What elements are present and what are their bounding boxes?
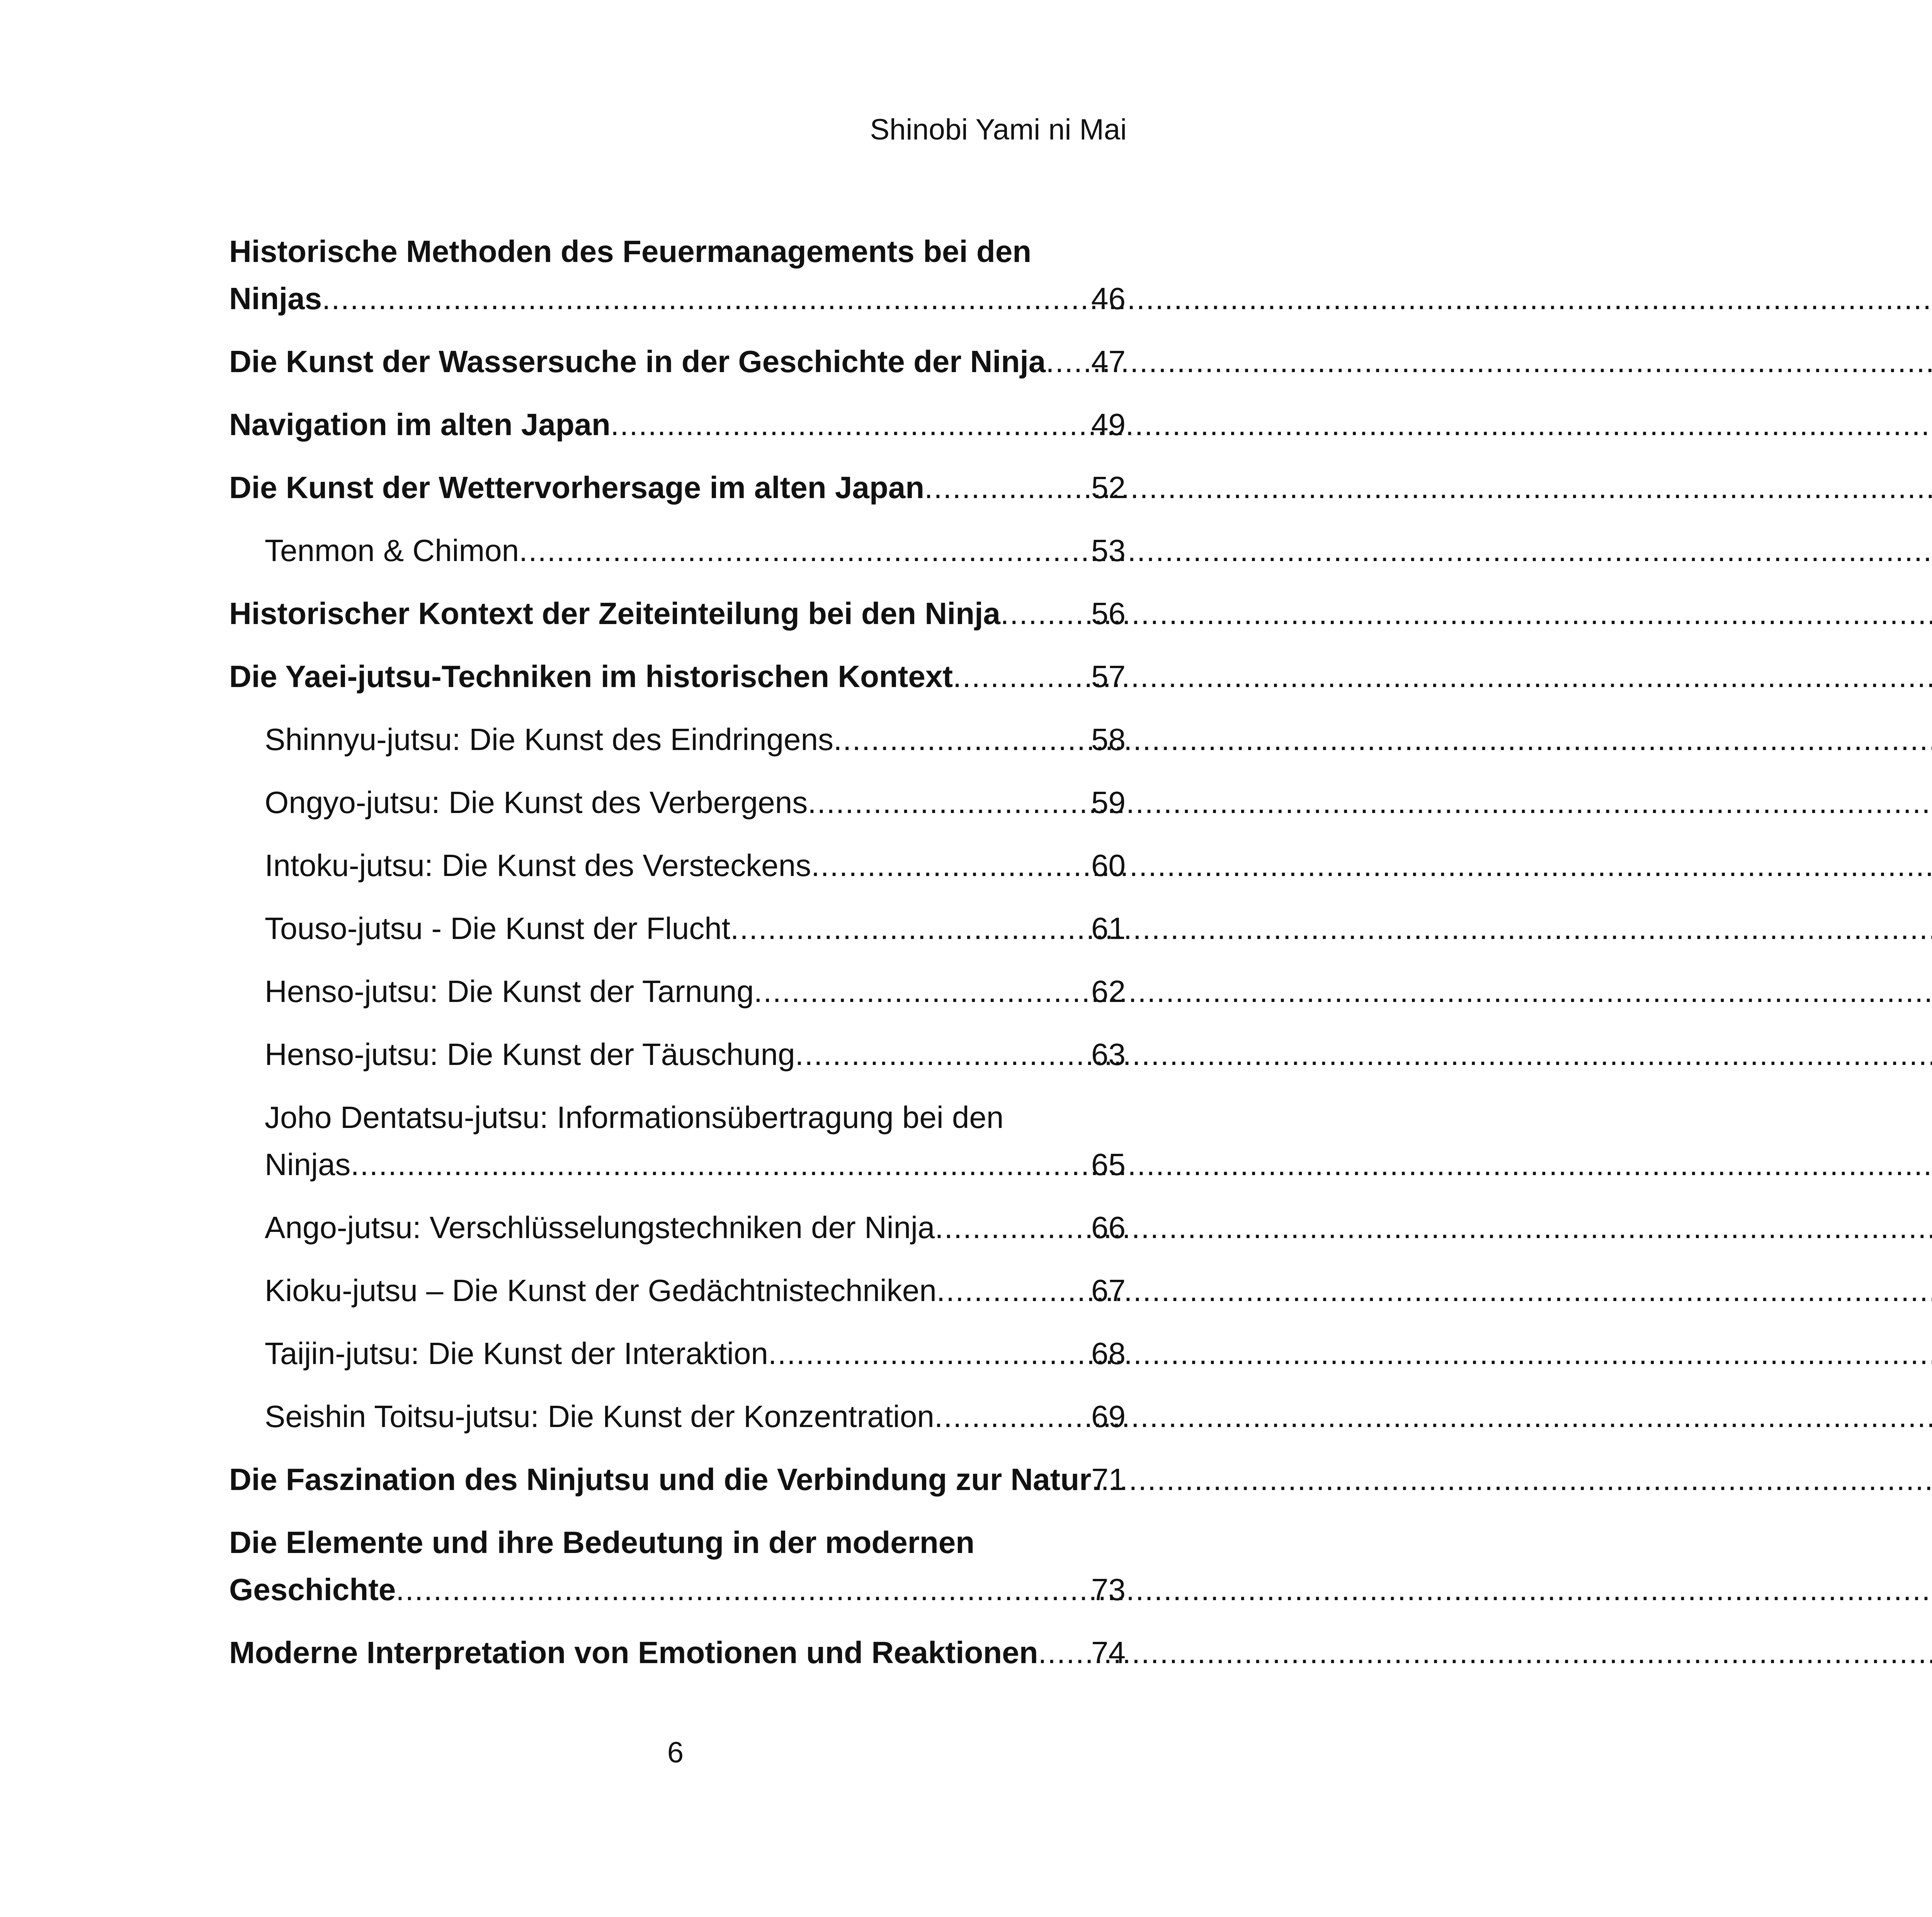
toc-entry-page: 73 xyxy=(1091,1572,1126,1607)
dot-leader xyxy=(350,1141,1091,1188)
toc-entry[interactable] xyxy=(229,905,1126,952)
toc-entry[interactable] xyxy=(229,1094,1126,1188)
toc-entry-page: 60 xyxy=(1091,848,1126,883)
toc-entry[interactable] xyxy=(229,1204,1126,1251)
toc-entry-title: Die Faszination des Ninjutsu und die Verbindung zur Natur xyxy=(229,1462,1092,1497)
dot-leader xyxy=(924,464,1091,511)
dot-leader xyxy=(1038,1629,1091,1676)
toc-entry[interactable] xyxy=(229,653,1126,700)
toc-entry-page: 62 xyxy=(1091,974,1126,1009)
dot-leader xyxy=(937,1267,1091,1314)
toc-entry-title: Henso-jutsu: Die Kunst der Täuschung xyxy=(265,1037,795,1072)
toc-entry[interactable] xyxy=(229,779,1126,826)
toc-entry-title-line1: Joho Dentatsu-jutsu: Informationsübertragung bei den xyxy=(265,1100,1004,1135)
toc-entry[interactable] xyxy=(229,464,1126,511)
toc-entry-page: 56 xyxy=(1091,596,1126,631)
toc-entry-title: Historischer Kontext der Zeiteinteilung bei den Ninja xyxy=(229,596,1000,631)
toc-entry[interactable] xyxy=(229,1393,1126,1440)
dot-leader xyxy=(754,968,1091,1015)
toc-entry-title: Geschichte xyxy=(229,1572,396,1607)
toc-entry-title: Shinnyu-jutsu: Die Kunst des Eindringens xyxy=(265,722,833,757)
toc-entry-title-line1: Historische Methoden des Feuermanagements bei den xyxy=(229,234,1032,269)
toc-entry-page: 67 xyxy=(1091,1273,1126,1308)
toc-entry[interactable] xyxy=(229,1456,1126,1503)
toc-entry-page: 49 xyxy=(1091,407,1126,442)
toc-entry-page: 74 xyxy=(1091,1635,1126,1670)
toc-entry[interactable] xyxy=(229,1267,1126,1314)
toc-entry-title: Intoku-jutsu: Die Kunst des Versteckens xyxy=(265,848,811,883)
toc-entry-page: 69 xyxy=(1091,1399,1126,1434)
toc-entry-page: 65 xyxy=(1091,1147,1126,1182)
toc-entry-page: 63 xyxy=(1091,1037,1126,1072)
toc-entry[interactable] xyxy=(229,228,1126,322)
dot-leader xyxy=(768,1330,1091,1377)
toc-entry-page: 59 xyxy=(1091,785,1126,820)
toc-entry-page: 57 xyxy=(1091,659,1126,694)
toc-entry[interactable] xyxy=(229,842,1126,889)
toc-entry-title-line1: Die Elemente und ihre Bedeutung in der modernen xyxy=(229,1525,975,1560)
dot-leader xyxy=(611,401,1091,448)
dot-leader xyxy=(1046,338,1091,385)
dot-leader xyxy=(519,527,1091,574)
dot-leader xyxy=(934,1393,1091,1440)
dot-leader xyxy=(811,842,1091,889)
page-number: 6 xyxy=(667,1736,684,1769)
running-header: Shinobi Yami ni Mai xyxy=(870,113,1127,146)
dot-leader xyxy=(795,1031,1091,1078)
table-of-contents xyxy=(229,228,1126,1692)
dot-leader xyxy=(833,716,1091,763)
toc-entry-page: 53 xyxy=(1091,533,1126,568)
toc-entry[interactable] xyxy=(229,527,1126,574)
toc-entry-title: Ango-jutsu: Verschlüsselungstechniken der Ninja xyxy=(265,1210,935,1245)
toc-entry[interactable] xyxy=(229,1629,1126,1676)
toc-entry-title: Navigation im alten Japan xyxy=(229,407,611,442)
toc-entry[interactable] xyxy=(229,716,1126,763)
toc-entry-page: 66 xyxy=(1091,1210,1126,1245)
toc-entry-title: Die Kunst der Wassersuche in der Geschichte der Ninja xyxy=(229,344,1046,379)
toc-entry[interactable] xyxy=(229,968,1126,1015)
toc-entry-page: 58 xyxy=(1091,722,1126,757)
toc-entry-page: 61 xyxy=(1091,911,1126,946)
dot-leader xyxy=(322,275,1091,322)
toc-entry[interactable] xyxy=(229,401,1126,448)
toc-entry-page: 71 xyxy=(1091,1462,1126,1497)
dot-leader xyxy=(396,1566,1091,1613)
toc-entry[interactable] xyxy=(229,1519,1126,1613)
toc-entry-title: Ninjas xyxy=(229,281,322,316)
toc-entry-title: Moderne Interpretation von Emotionen und Reaktionen xyxy=(229,1635,1038,1670)
toc-entry-title: Die Kunst der Wettervorhersage im alten Japan xyxy=(229,470,925,505)
toc-entry-page: 46 xyxy=(1091,281,1126,316)
toc-entry-title: Ongyo-jutsu: Die Kunst des Verbergens xyxy=(265,785,808,820)
toc-entry-title: Taijin-jutsu: Die Kunst der Interaktion xyxy=(265,1336,768,1371)
toc-entry[interactable] xyxy=(229,1330,1126,1377)
dot-leader xyxy=(953,653,1091,700)
toc-entry-title: Seishin Toitsu-jutsu: Die Kunst der Konzentration xyxy=(265,1399,934,1434)
toc-entry[interactable] xyxy=(229,590,1126,637)
toc-entry-page: 52 xyxy=(1091,470,1126,505)
toc-entry-page: 68 xyxy=(1091,1336,1126,1371)
dot-leader xyxy=(730,905,1091,952)
toc-entry-title: Touso-jutsu - Die Kunst der Flucht xyxy=(265,911,730,946)
dot-leader xyxy=(1000,590,1091,637)
toc-entry[interactable] xyxy=(229,338,1126,385)
toc-entry-title: Ninjas xyxy=(265,1147,351,1182)
toc-entry[interactable] xyxy=(229,1031,1126,1078)
toc-entry-title: Die Yaei-jutsu-Techniken im historischen Kontext xyxy=(229,659,953,694)
toc-entry-title: Kioku-jutsu – Die Kunst der Gedächtnistechniken xyxy=(265,1273,937,1308)
dot-leader xyxy=(808,779,1091,826)
toc-entry-page: 47 xyxy=(1091,344,1126,379)
dot-leader xyxy=(935,1204,1091,1251)
toc-entry-title: Henso-jutsu: Die Kunst der Tarnung xyxy=(265,974,754,1009)
toc-entry-title: Tenmon & Chimon xyxy=(265,533,519,568)
